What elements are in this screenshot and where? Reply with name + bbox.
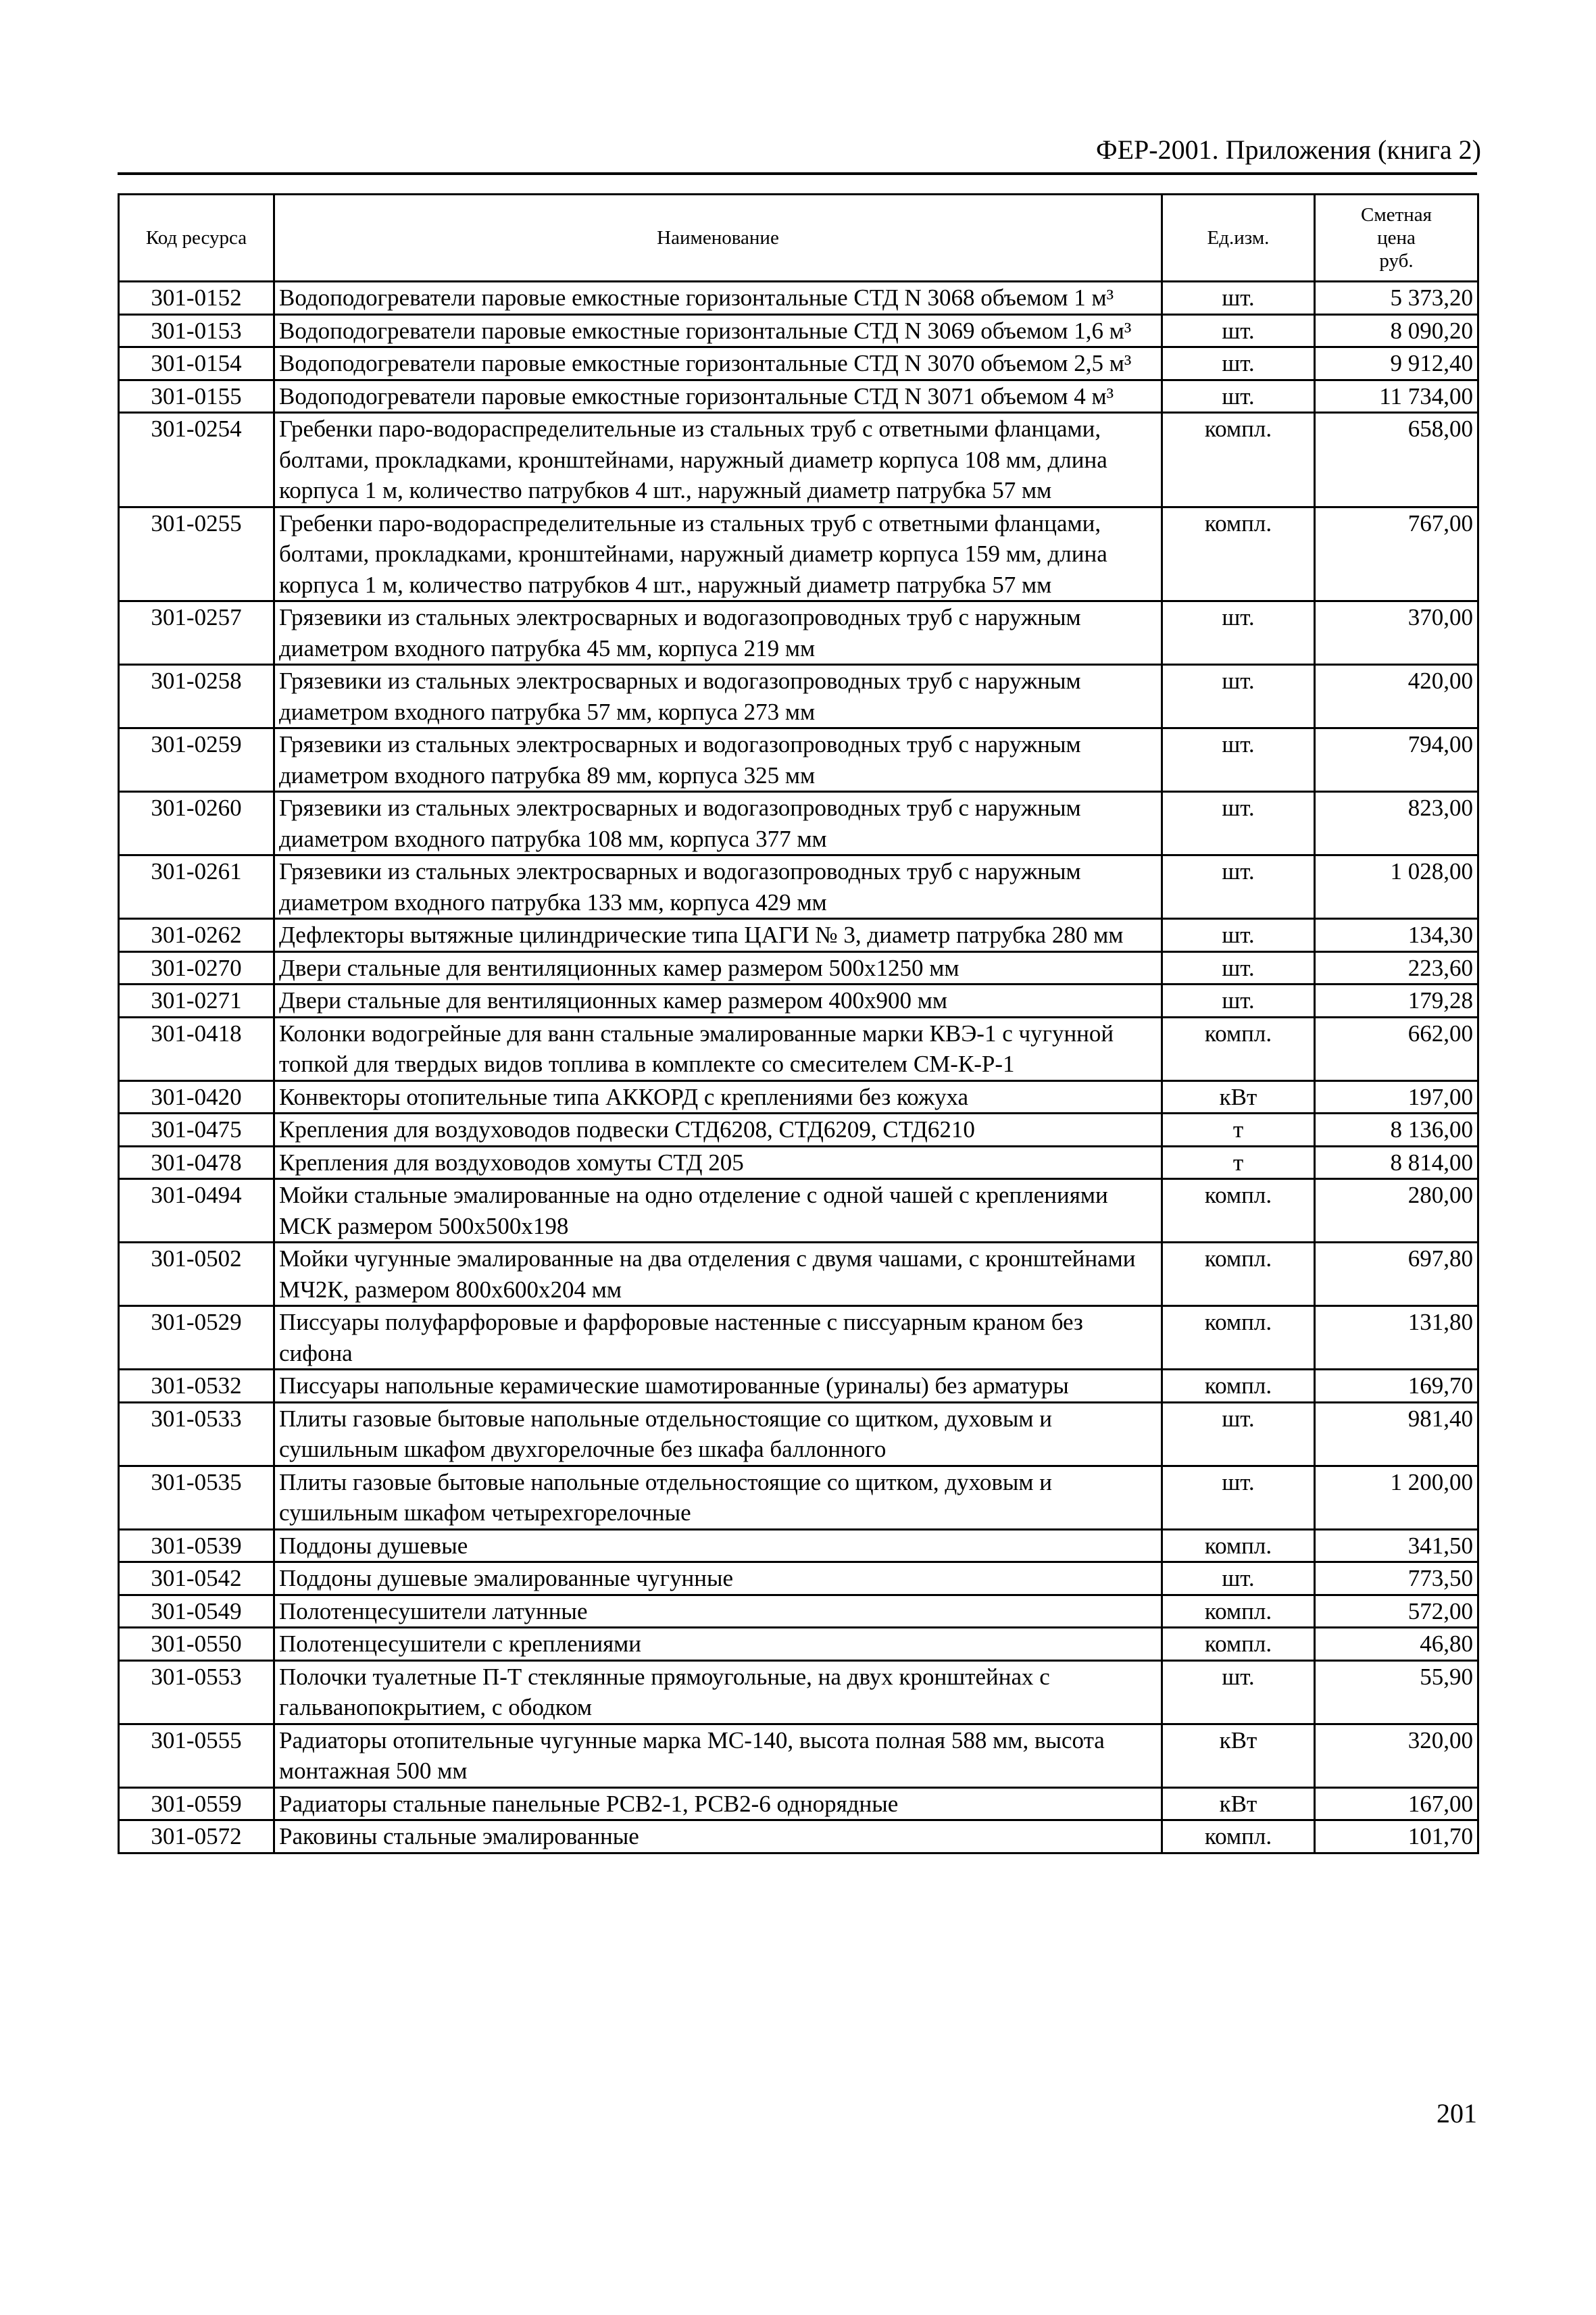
code-cell: 301-0255	[119, 507, 274, 601]
price-cell: 101,70	[1315, 1820, 1478, 1853]
name-cell: Конвекторы отопительные типа АККОРД с креплениями без кожуха	[274, 1080, 1162, 1114]
name-cell: Радиаторы стальные панельные РСВ2-1, РСВ2-6 однорядные	[274, 1787, 1162, 1820]
unit-cell: компл.	[1162, 1820, 1315, 1853]
price-cell: 8 814,00	[1315, 1146, 1478, 1179]
unit-cell: шт.	[1162, 1402, 1315, 1466]
price-cell: 8 136,00	[1315, 1114, 1478, 1147]
table-row	[119, 413, 1478, 507]
unit-cell: т	[1162, 1114, 1315, 1147]
name-cell: Грязевики из стальных электросварных и водогазопроводных труб с наружным диаметром входного патрубка 57 мм, корпуса 273 мм	[274, 665, 1162, 728]
table-row	[119, 1628, 1478, 1661]
code-cell: 301-0257	[119, 601, 274, 665]
name-cell: Грязевики из стальных электросварных и водогазопроводных труб с наружным диаметром входного патрубка 108 мм, корпуса 377 мм	[274, 792, 1162, 855]
code-cell: 301-0542	[119, 1562, 274, 1595]
name-cell: Полотенцесушители латунные	[274, 1595, 1162, 1628]
name-cell: Радиаторы отопительные чугунные марка МС-140, высота полная 588 мм, высота монтажная 500 мм	[274, 1724, 1162, 1787]
price-cell: 167,00	[1315, 1787, 1478, 1820]
table-row	[119, 282, 1478, 315]
header-name: Наименование	[274, 195, 1162, 282]
price-cell: 169,70	[1315, 1370, 1478, 1403]
table-row	[119, 1402, 1478, 1466]
unit-cell: шт.	[1162, 314, 1315, 347]
unit-cell: шт.	[1162, 985, 1315, 1018]
table-row	[119, 1562, 1478, 1595]
table-row	[119, 1243, 1478, 1306]
unit-cell: компл.	[1162, 1370, 1315, 1403]
unit-cell: шт.	[1162, 380, 1315, 413]
page-number: 201	[1437, 2098, 1477, 2129]
table-row	[119, 1466, 1478, 1529]
code-cell: 301-0549	[119, 1595, 274, 1628]
code-cell: 301-0420	[119, 1080, 274, 1114]
code-cell: 301-0555	[119, 1724, 274, 1787]
unit-cell: шт.	[1162, 855, 1315, 919]
price-cell: 420,00	[1315, 665, 1478, 728]
price-cell: 134,30	[1315, 919, 1478, 952]
name-cell: Водоподогреватели паровые емкостные горизонтальные СТД N 3070 объемом 2,5 м³	[274, 347, 1162, 380]
name-cell: Мойки чугунные эмалированные на два отделения с двумя чашами, с кронштейнами МЧ2К, размером 800х600х204 мм	[274, 1243, 1162, 1306]
table-row	[119, 665, 1478, 728]
price-cell: 572,00	[1315, 1595, 1478, 1628]
code-cell: 301-0475	[119, 1114, 274, 1147]
unit-cell: кВт	[1162, 1724, 1315, 1787]
unit-cell: компл.	[1162, 413, 1315, 507]
price-cell: 1 200,00	[1315, 1466, 1478, 1529]
table-row	[119, 1080, 1478, 1114]
name-cell: Водоподогреватели паровые емкостные горизонтальные СТД N 3069 объемом 1,6 м³	[274, 314, 1162, 347]
price-cell: 55,90	[1315, 1660, 1478, 1724]
name-cell: Двери стальные для вентиляционных камер размером 500х1250 мм	[274, 951, 1162, 985]
table-row	[119, 1529, 1478, 1562]
name-cell: Полотенцесушители с креплениями	[274, 1628, 1162, 1661]
price-cell: 197,00	[1315, 1080, 1478, 1114]
table-row	[119, 1306, 1478, 1370]
table-row	[119, 792, 1478, 855]
price-cell: 1 028,00	[1315, 855, 1478, 919]
name-cell: Раковины стальные эмалированные	[274, 1820, 1162, 1853]
price-cell: 370,00	[1315, 601, 1478, 665]
unit-cell: шт.	[1162, 665, 1315, 728]
name-cell: Полочки туалетные П-Т стеклянные прямоугольные, на двух кронштейнах с гальванопокрытием, с ободком	[274, 1660, 1162, 1724]
name-cell: Двери стальные для вентиляционных камер размером 400х900 мм	[274, 985, 1162, 1018]
table-row	[119, 314, 1478, 347]
price-cell: 5 373,20	[1315, 282, 1478, 315]
unit-cell: шт.	[1162, 951, 1315, 985]
table-row	[119, 919, 1478, 952]
name-cell: Крепления для воздуховодов хомуты СТД 205	[274, 1146, 1162, 1179]
table-row	[119, 347, 1478, 380]
unit-cell: кВт	[1162, 1080, 1315, 1114]
table-row	[119, 951, 1478, 985]
code-cell: 301-0418	[119, 1017, 274, 1080]
running-head: ФЕР-2001. Приложения (книга 2)	[1096, 134, 1481, 165]
table-header-row	[119, 195, 1478, 282]
table-row	[119, 1724, 1478, 1787]
code-cell: 301-0478	[119, 1146, 274, 1179]
code-cell: 301-0254	[119, 413, 274, 507]
name-cell: Водоподогреватели паровые емкостные горизонтальные СТД N 3068 объемом 1 м³	[274, 282, 1162, 315]
table-row	[119, 1146, 1478, 1179]
code-cell: 301-0262	[119, 919, 274, 952]
name-cell: Водоподогреватели паровые емкостные горизонтальные СТД N 3071 объемом 4 м³	[274, 380, 1162, 413]
price-cell: 697,80	[1315, 1243, 1478, 1306]
code-cell: 301-0502	[119, 1243, 274, 1306]
name-cell: Поддоны душевые	[274, 1529, 1162, 1562]
code-cell: 301-0539	[119, 1529, 274, 1562]
unit-cell: шт.	[1162, 919, 1315, 952]
name-cell: Писсуары полуфарфоровые и фарфоровые настенные с писсуарным краном без сифона	[274, 1306, 1162, 1370]
unit-cell: компл.	[1162, 1306, 1315, 1370]
price-cell: 8 090,20	[1315, 314, 1478, 347]
table-row	[119, 728, 1478, 792]
table-row	[119, 380, 1478, 413]
code-cell: 301-0494	[119, 1179, 274, 1243]
unit-cell: шт.	[1162, 1466, 1315, 1529]
price-cell: 131,80	[1315, 1306, 1478, 1370]
price-cell: 341,50	[1315, 1529, 1478, 1562]
code-cell: 301-0271	[119, 985, 274, 1018]
code-cell: 301-0559	[119, 1787, 274, 1820]
name-cell: Гребенки паро-водораспределительные из стальных труб с ответными фланцами, болтами, прокладками, кронштейнами, наружный диаметр корпуса 108 мм, длина корпуса 1 м, количество патрубков 4 шт., наружный диаметр патрубка 57 мм	[274, 413, 1162, 507]
code-cell: 301-0533	[119, 1402, 274, 1466]
code-cell: 301-0153	[119, 314, 274, 347]
code-cell: 301-0532	[119, 1370, 274, 1403]
price-cell: 767,00	[1315, 507, 1478, 601]
code-cell: 301-0535	[119, 1466, 274, 1529]
price-cell: 981,40	[1315, 1402, 1478, 1466]
table-row	[119, 1179, 1478, 1243]
header-price-line-2: цена	[1377, 227, 1416, 249]
code-cell: 301-0259	[119, 728, 274, 792]
price-cell: 11 734,00	[1315, 380, 1478, 413]
table-row	[119, 1787, 1478, 1820]
header-unit: Ед.изм.	[1162, 195, 1315, 282]
table-row	[119, 507, 1478, 601]
table-row	[119, 1114, 1478, 1147]
unit-cell: шт.	[1162, 728, 1315, 792]
unit-cell: т	[1162, 1146, 1315, 1179]
price-cell: 773,50	[1315, 1562, 1478, 1595]
price-cell: 223,60	[1315, 951, 1478, 985]
unit-cell: кВт	[1162, 1787, 1315, 1820]
price-cell: 658,00	[1315, 413, 1478, 507]
unit-cell: компл.	[1162, 1243, 1315, 1306]
name-cell: Писсуары напольные керамические шамотированные (уриналы) без арматуры	[274, 1370, 1162, 1403]
unit-cell: шт.	[1162, 347, 1315, 380]
name-cell: Крепления для воздуховодов подвески СТД6208, СТД6209, СТД6210	[274, 1114, 1162, 1147]
code-cell: 301-0553	[119, 1660, 274, 1724]
unit-cell: шт.	[1162, 601, 1315, 665]
code-cell: 301-0260	[119, 792, 274, 855]
unit-cell: компл.	[1162, 1595, 1315, 1628]
unit-cell: шт.	[1162, 282, 1315, 315]
price-cell: 794,00	[1315, 728, 1478, 792]
resource-table	[118, 193, 1479, 1854]
price-cell: 179,28	[1315, 985, 1478, 1018]
code-cell: 301-0261	[119, 855, 274, 919]
unit-cell: шт.	[1162, 1562, 1315, 1595]
unit-cell: шт.	[1162, 792, 1315, 855]
name-cell: Грязевики из стальных электросварных и водогазопроводных труб с наружным диаметром входного патрубка 133 мм, корпуса 429 мм	[274, 855, 1162, 919]
header-code: Код ресурса	[119, 195, 274, 282]
code-cell: 301-0154	[119, 347, 274, 380]
price-cell: 280,00	[1315, 1179, 1478, 1243]
unit-cell: шт.	[1162, 1660, 1315, 1724]
price-cell: 46,80	[1315, 1628, 1478, 1661]
name-cell: Плиты газовые бытовые напольные отдельностоящие со щитком, духовым и сушильным шкафом двухгорелочные без шкафа баллонного	[274, 1402, 1162, 1466]
code-cell: 301-0529	[119, 1306, 274, 1370]
table-row	[119, 855, 1478, 919]
name-cell: Грязевики из стальных электросварных и водогазопроводных труб с наружным диаметром входного патрубка 89 мм, корпуса 325 мм	[274, 728, 1162, 792]
name-cell: Плиты газовые бытовые напольные отдельностоящие со щитком, духовым и сушильным шкафом четырехгорелочные	[274, 1466, 1162, 1529]
header-price-line-1: Сметная	[1361, 204, 1432, 226]
table-row	[119, 1820, 1478, 1853]
name-cell: Поддоны душевые эмалированные чугунные	[274, 1562, 1162, 1595]
unit-cell: компл.	[1162, 1017, 1315, 1080]
code-cell: 301-0258	[119, 665, 274, 728]
code-cell: 301-0550	[119, 1628, 274, 1661]
header-price	[1315, 195, 1478, 282]
table-row	[119, 1017, 1478, 1080]
code-cell: 301-0155	[119, 380, 274, 413]
unit-cell: компл.	[1162, 507, 1315, 601]
header-rule	[118, 172, 1477, 175]
name-cell: Грязевики из стальных электросварных и водогазопроводных труб с наружным диаметром входного патрубка 45 мм, корпуса 219 мм	[274, 601, 1162, 665]
price-cell: 823,00	[1315, 792, 1478, 855]
unit-cell: компл.	[1162, 1529, 1315, 1562]
price-cell: 320,00	[1315, 1724, 1478, 1787]
unit-cell: компл.	[1162, 1179, 1315, 1243]
name-cell: Дефлекторы вытяжные цилиндрические типа ЦАГИ № 3, диаметр патрубка 280 мм	[274, 919, 1162, 952]
table-row	[119, 1660, 1478, 1724]
table-row	[119, 601, 1478, 665]
price-cell: 662,00	[1315, 1017, 1478, 1080]
name-cell: Гребенки паро-водораспределительные из стальных труб с ответными фланцами, болтами, прокладками, кронштейнами, наружный диаметр корпуса 159 мм, длина корпуса 1 м, количество патрубков 4 шт., наружный диаметр патрубка 57 мм	[274, 507, 1162, 601]
code-cell: 301-0152	[119, 282, 274, 315]
header-price-line-3: руб.	[1379, 250, 1414, 272]
table-row	[119, 1370, 1478, 1403]
code-cell: 301-0270	[119, 951, 274, 985]
table-row	[119, 985, 1478, 1018]
name-cell: Колонки водогрейные для ванн стальные эмалированные марки КВЭ-1 с чугунной топкой для твердых видов топлива в комплекте со смесителем СМ-К-Р-1	[274, 1017, 1162, 1080]
price-cell: 9 912,40	[1315, 347, 1478, 380]
table-row	[119, 1595, 1478, 1628]
name-cell: Мойки стальные эмалированные на одно отделение с одной чашей с креплениями МСК размером 500х500х198	[274, 1179, 1162, 1243]
code-cell: 301-0572	[119, 1820, 274, 1853]
unit-cell: компл.	[1162, 1628, 1315, 1661]
